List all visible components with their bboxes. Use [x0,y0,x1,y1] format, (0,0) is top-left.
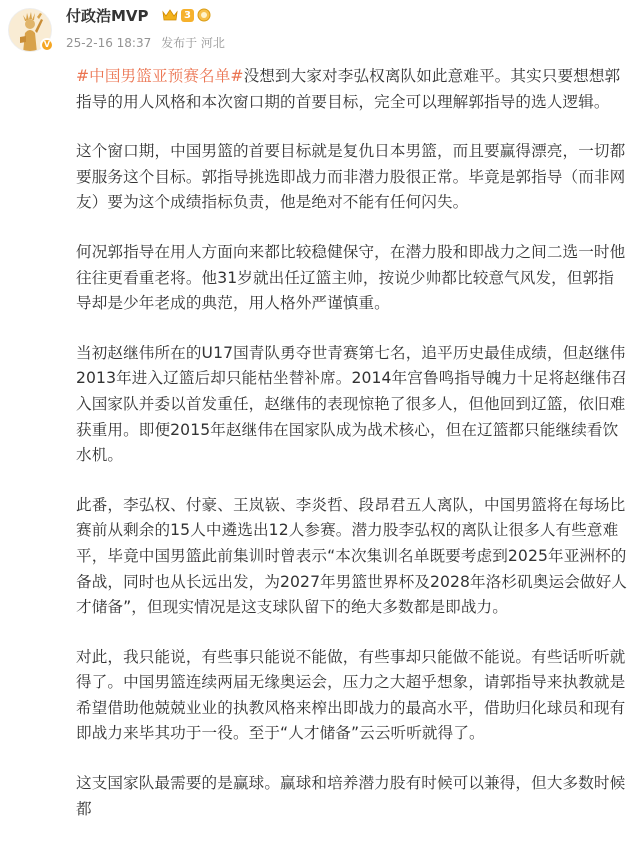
author-name[interactable]: 付政浩MVP [66,7,149,25]
paragraph [76,64,628,115]
level-badge: 3 [181,9,194,22]
paragraph: 这个窗口期，中国男篮的首要目标就是复仇日本男篮，而且要赢得漂亮，一切都要服务这个目标。郭指导挑选即战力而非潜力股很正常。毕竟是郭指导（而非网友）要为这个成绩指标负责，他是绝对不能有任何闪失。 [76,142,626,212]
paragraph: 当初赵继伟所在的U17国青队勇夺世青赛第七名，追平历史最佳成绩，但赵继伟2013年进入辽篮后却只能枯坐替补席。2014年宫鲁鸣指导魄力十足将赵继伟召入国家队并委以首发重任，赵继伟的表现惊艳了很多人，但他回到辽篮，依旧难获重用。即便2015年赵继伟在国家队成为战术核心，但在辽篮都只能继续看饮水机。 [76,343,627,465]
hashtag-link[interactable]: #中国男篮亚预赛名单# [76,67,244,85]
paragraph: 此番，李弘权、付豪、王岚嵚、李炎哲、段昂君五人离队，中国男篮将在每场比赛前从剩余的15人中遴选出12人参赛。潜力股李弘权的离队让很多人有些意难平，毕竟中国男篮此前集训时曾表示“本次集训名单既要考虑到2025年亚洲杯的备战，同时也从长远出发，为2027年男篮世界杯及2028年洛杉矶奥运会做好人才储备”，但现实情况是这支球队留下的绝大多数都是即战力。 [76,495,627,617]
post-header [0,0,634,60]
paragraph: 何况郭指导在用人方面向来都比较稳健保守，在潜力股和即战力之间二选一时他往往更看重老将。他31岁就出任辽篮主帅，按说少帅都比较意气风发，但郭指导却是少年老成的典范，用人格外严谨慎重。 [76,242,626,313]
medal-icon [197,8,211,22]
verified-badge-icon: V [40,38,54,52]
post-body [76,64,628,846]
post-date[interactable]: 25-2-16 18:37 [66,36,152,50]
post-source: 发布于 河北 [161,36,225,50]
user-badges [162,8,211,22]
paragraph: 这支国家队最需要的是赢球。赢球和培养潜力股有时候可以兼得，但大多数时候都 [76,774,626,818]
post-meta [66,34,231,51]
paragraph-text: 没想到大家对李弘权离队如此意难平。其实只要想想郭指导的用人风格和本次窗口期的首要目标，完全可以理解郭指导的选人逻辑。 [76,67,621,111]
paragraph: 对此，我只能说，有些事只能说不能做，有些事却只能做不能说。有些话听听就得了。中国男篮连续两届无缘奥运会，压力之大超乎想象，请郭指导来执教就是希望借助他兢兢业业的执教风格来榨出即战力的最高水平，借助归化球员和现有即战力来毕其功于一役。至于“人才储备”云云听听就得了。 [76,647,626,743]
crown-icon [162,8,178,22]
